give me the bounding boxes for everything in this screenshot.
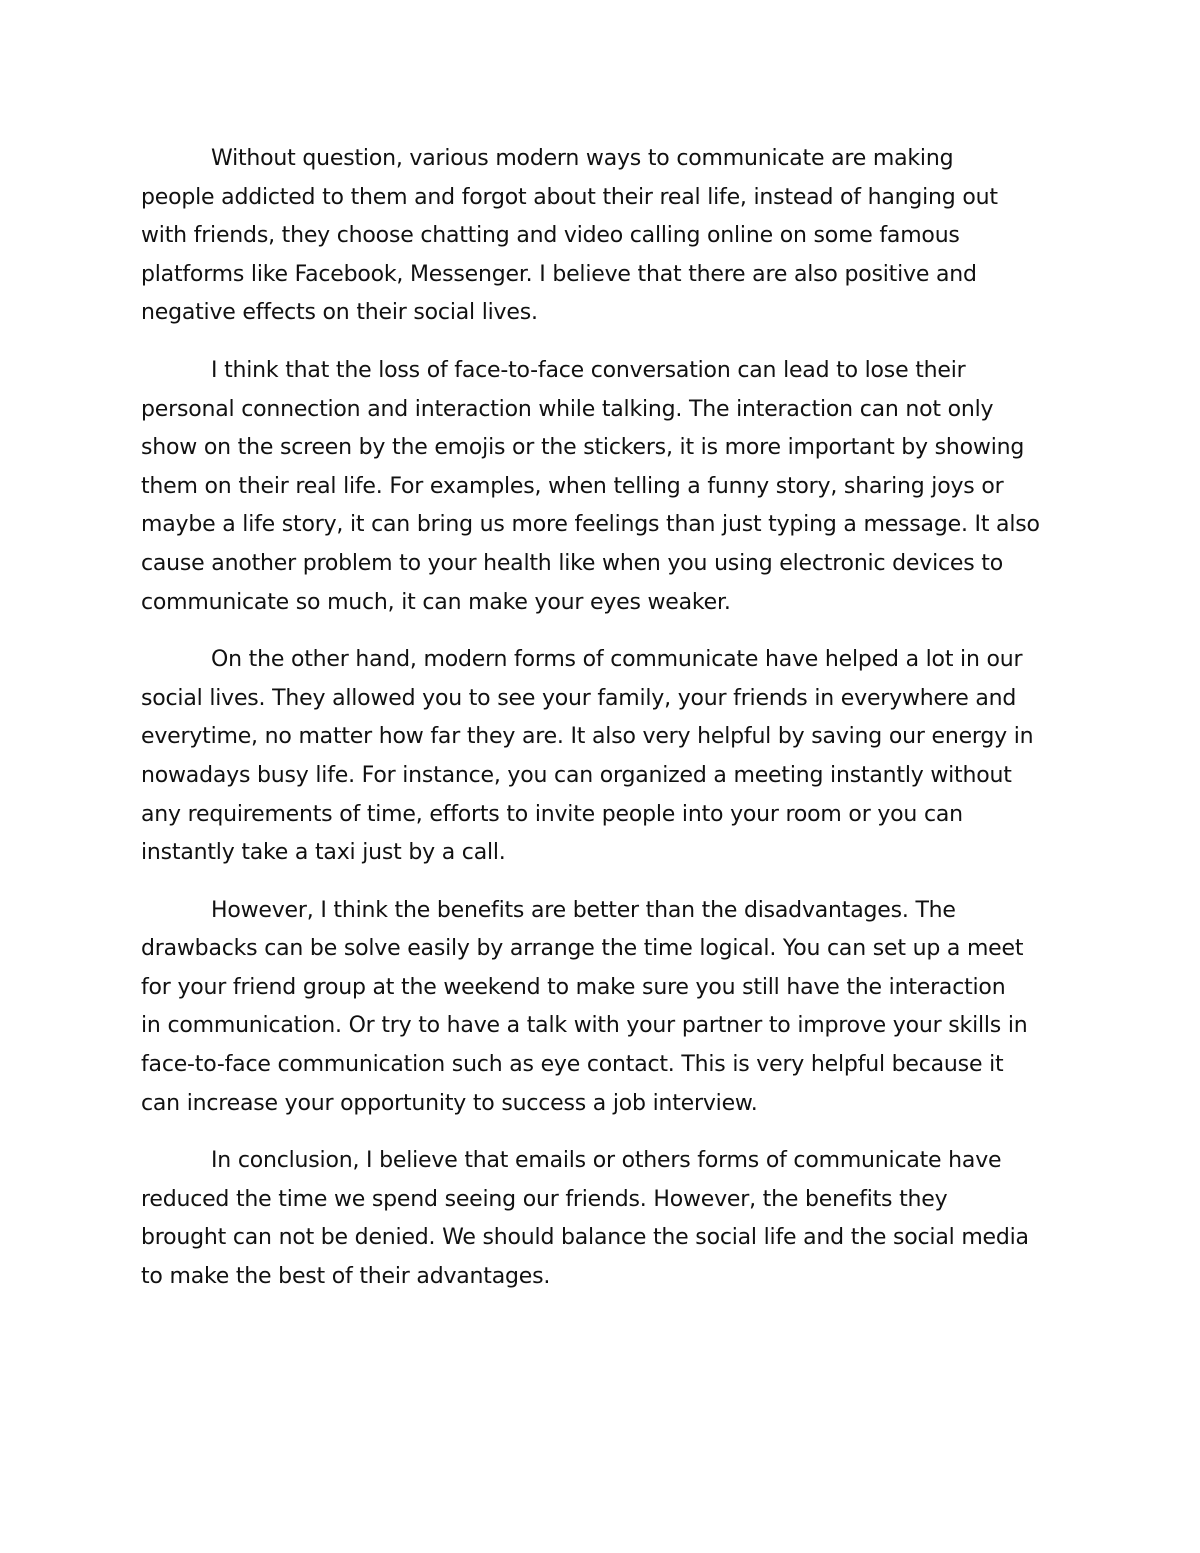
text-line: On the other hand, modern forms of communicate have helped a lot in our: [211, 647, 1023, 673]
text-line: for your friend group at the weekend to make sure you still have the interaction: [141, 974, 1006, 1000]
text-line: show on the screen by the emojis or the stickers, it is more important by showing: [141, 435, 1025, 461]
text-line: social lives. They allowed you to see your family, your friends in everywhere and: [141, 685, 1017, 711]
text-line: communicate so much, it can make your eyes weaker.: [141, 589, 731, 615]
text-line: cause another problem to your health like when you using electronic devices to: [141, 550, 1003, 576]
paragraph-3: [141, 641, 1061, 873]
text-line: I think that the loss of face-to-face conversation can lead to lose their: [211, 357, 966, 383]
text-line: with friends, they choose chatting and video calling online on some famous: [141, 223, 960, 249]
text-line: face-to-face communication such as eye contact. This is very helpful because it: [141, 1052, 1004, 1078]
text-line: In conclusion, I believe that emails or others forms of communicate have: [211, 1148, 1002, 1174]
text-line: nowadays busy life. For instance, you can organized a meeting instantly without: [141, 762, 1012, 788]
text-line: them on their real life. For examples, when telling a funny story, sharing joys or: [141, 473, 1004, 499]
text-line: platforms like Facebook, Messenger. I believe that there are also positive and: [141, 261, 977, 287]
text-line: negative effects on their social lives.: [141, 300, 538, 326]
text-line: people addicted to them and forgot about their real life, instead of hanging out: [141, 184, 998, 210]
paragraph-1: [141, 140, 1061, 333]
text-line: to make the best of their advantages.: [141, 1264, 551, 1290]
text-line: However, I think the benefits are better than the disadvantages. The: [211, 897, 956, 923]
text-line: maybe a life story, it can bring us more feelings than just typing a message. It also: [141, 512, 1040, 538]
paragraph-4: [141, 892, 1061, 1124]
text-line: Without question, various modern ways to communicate are making: [211, 146, 954, 171]
text-line: in communication. Or try to have a talk with your partner to improve your skills in: [141, 1013, 1028, 1039]
essay-body: [141, 140, 1061, 1316]
paragraph-2: [141, 352, 1061, 622]
text-line: any requirements of time, efforts to invite people into your room or you can: [141, 801, 963, 827]
text-line: instantly take a taxi just by a call.: [141, 840, 506, 866]
text-line: personal connection and interaction while talking. The interaction can not only: [141, 396, 994, 422]
text-line: can increase your opportunity to success a job interview.: [141, 1090, 758, 1116]
text-line: everytime, no matter how far they are. It also very helpful by saving our energy in: [141, 724, 1034, 750]
text-line: brought can not be denied. We should balance the social life and the social media: [141, 1225, 1029, 1251]
paragraph-5: [141, 1142, 1061, 1296]
text-line: reduced the time we spend seeing our friends. However, the benefits they: [141, 1186, 948, 1212]
text-line: drawbacks can be solve easily by arrange the time logical. You can set up a meet: [141, 936, 1024, 962]
